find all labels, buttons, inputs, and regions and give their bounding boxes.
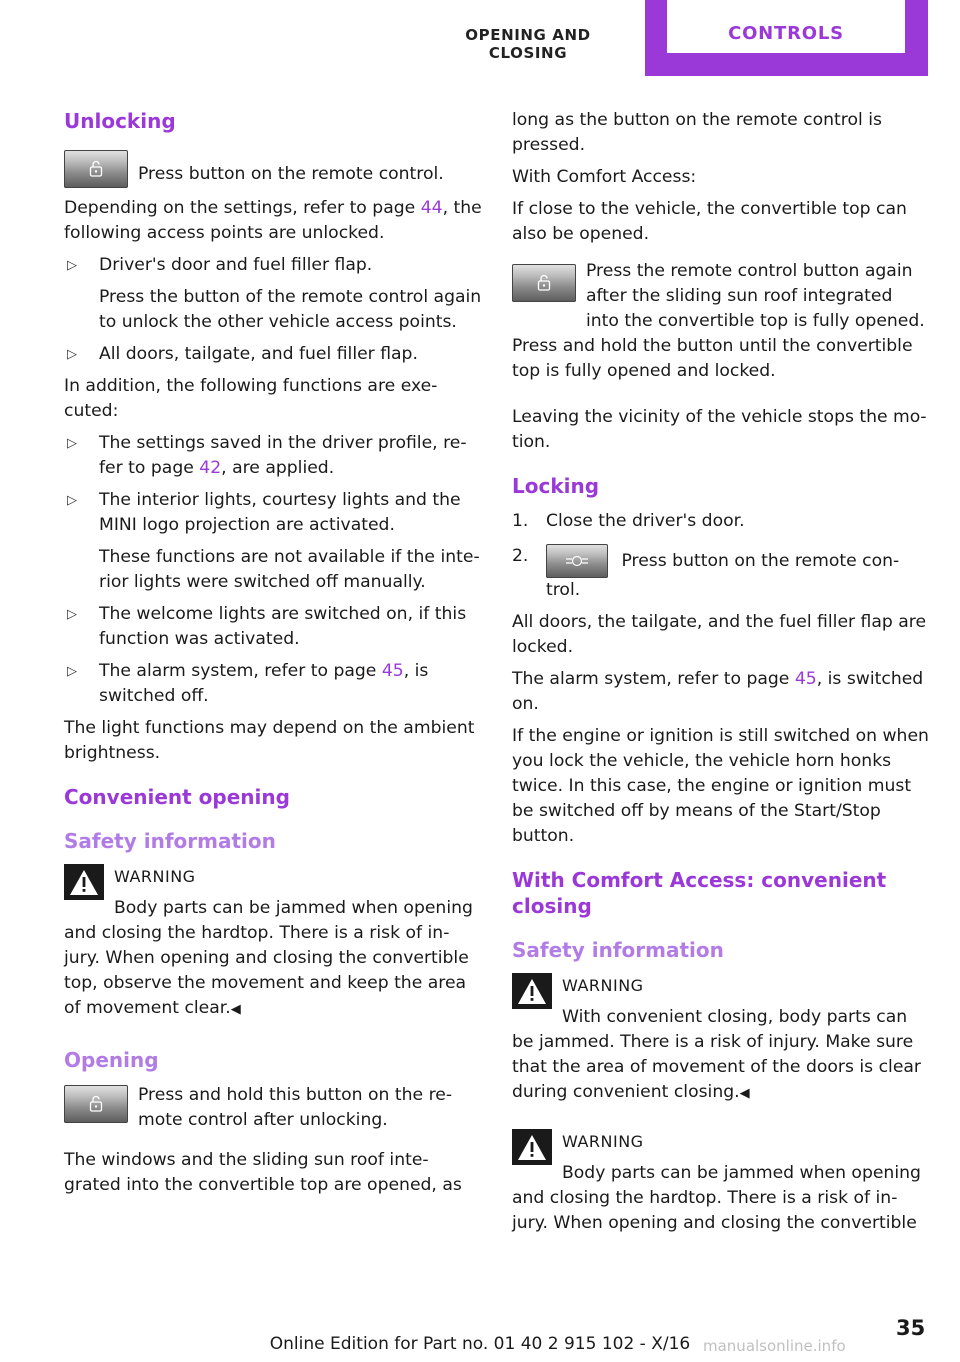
warning-label: WARNING <box>562 1132 644 1151</box>
opening-button-text: Press and hold this button on the re‐mote control after unlocking. <box>138 1085 453 1130</box>
footer-edition-text: Online Edition for Part no. 01 40 2 915 102 - X/16 <box>269 1334 691 1354</box>
alarm-paragraph: The alarm system, refer to page 45, is switched on. <box>512 669 924 714</box>
opening-heading: Opening <box>64 1048 159 1072</box>
windows-paragraph: The windows and the sliding sun roof inte‐grated into the convertible top are opened, as <box>64 1150 462 1195</box>
comfort-access-text: If close to the vehicle, the convertible top can also be opened. <box>512 199 907 244</box>
step-item: 2. Press button on the remote con‐trol. <box>512 546 900 600</box>
header-section-title: OPENING AND CLOSING <box>465 26 591 62</box>
header-chapter-label: CONTROLS <box>728 23 844 44</box>
page-number: 35 <box>896 1316 926 1340</box>
depending-paragraph: Depending on the settings, refer to page 44, the following access points are unlocked. <box>64 198 482 243</box>
list-item: ▷ The welcome lights are switched on, if this function was activated. <box>64 602 482 652</box>
unlock-button-icon <box>64 150 128 188</box>
mini-logo-lock-button-icon <box>546 544 608 578</box>
step-item: 1. Close the driver's door. <box>512 511 745 531</box>
continued-paragraph: long as the button on the remote control is pressed. <box>512 110 882 155</box>
convenient-closing-heading: With Comfort Access: convenient closing <box>512 868 887 918</box>
addition-paragraph: In addition, the following functions are exe‐cuted: <box>64 376 438 421</box>
engine-paragraph: If the engine or ignition is still switched on when you lock the vehicle, the vehicle horn honks twice. In this case, the engine or ignition must be switched off by means of the Start/Stop button. <box>512 726 929 846</box>
warning-triangle-icon <box>512 973 552 1009</box>
left-column <box>64 108 482 1205</box>
unlocking-heading: Unlocking <box>64 109 176 133</box>
page-link-42[interactable]: 42 <box>199 458 222 478</box>
list-item-detail: These functions are not available if the inte‐rior lights were switched off manually. <box>99 547 480 592</box>
warning-triangle-icon <box>512 1129 552 1165</box>
warning-triangle-icon <box>64 864 104 900</box>
unlock-button-icon <box>64 1085 128 1123</box>
safety-information-heading: Safety information <box>64 829 276 853</box>
warning-label: WARNING <box>114 867 196 886</box>
list-item: ▷ The alarm system, refer to page 45, is switched off. <box>64 659 482 709</box>
list-item-detail: Press the button of the remote control again to unlock the other vehicle access points. <box>99 287 482 332</box>
locking-heading: Locking <box>512 474 600 498</box>
list-item: ▷ The settings saved in the driver profile, re‐fer to page 42, are applied. <box>64 431 482 481</box>
warning-text: With convenient closing, body parts can be jammed. There is a risk of injury. Make sure that the area of movement of the doors is clear during convenient closing.◀ <box>512 1007 921 1102</box>
all-locked-paragraph: All doors, the tailgate, and the fuel filler flap are locked. <box>512 612 927 657</box>
light-note-paragraph: The light functions may depend on the ambient brightness. <box>64 718 475 763</box>
unlock-button-icon <box>512 264 576 302</box>
end-mark-icon: ◀ <box>230 1002 241 1017</box>
list-item: ▷ All doors, tailgate, and fuel filler flap. <box>64 342 482 367</box>
warning-label: WARNING <box>562 976 644 995</box>
right-column <box>512 108 930 1243</box>
header-chapter-tab[interactable] <box>645 0 928 76</box>
list-item: ▷ The interior lights, courtesy lights and the MINI logo projection are activated. <box>64 488 482 538</box>
convenient-opening-heading: Convenient opening <box>64 785 290 809</box>
press-again-text: Press the remote control button again after the sliding sun roof integrated into the convertible top is fully opened. Press and hold the button until the convertible top is fully opened and locked. <box>512 261 925 381</box>
page-link-44[interactable]: 44 <box>420 198 443 218</box>
safety-information-heading: Safety information <box>512 938 724 962</box>
page-link-45[interactable]: 45 <box>381 661 404 681</box>
unlock-button-text: Press button on the remote control. <box>138 164 444 184</box>
warning-text: Body parts can be jammed when opening and closing the hardtop. There is a risk of in‐jury. When opening and closing the convertible <box>512 1163 921 1233</box>
leaving-paragraph: Leaving the vicinity of the vehicle stops the mo‐tion. <box>512 407 927 452</box>
comfort-access-label: With Comfort Access: <box>512 167 697 187</box>
warning-text: Body parts can be jammed when opening and closing the hardtop. There is a risk of in‐jury. When opening and closing the convertible top, observe the movement and keep the area of movement clear.◀ <box>64 898 473 1018</box>
watermark-text: manualsonline.info <box>703 1337 846 1355</box>
list-item: ▷ Driver's door and fuel filler flap. <box>64 253 482 278</box>
end-mark-icon: ◀ <box>739 1086 750 1101</box>
page-link-45[interactable]: 45 <box>794 669 817 689</box>
